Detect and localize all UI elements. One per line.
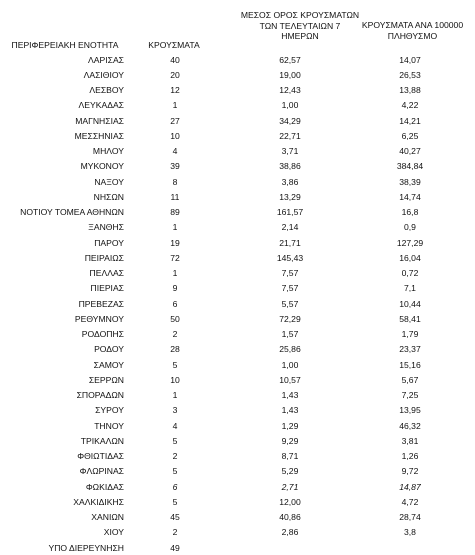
cell-cases: 1 xyxy=(172,390,178,401)
table-row xyxy=(0,281,475,296)
cell-region: ΠΕΙΡΑΙΩΣ xyxy=(84,252,124,263)
table-row xyxy=(0,342,475,357)
cell-per100k: 7,1 xyxy=(404,283,416,294)
table-row xyxy=(0,540,475,555)
cell-cases: 1 xyxy=(172,222,178,233)
cell-avg7: 8,71 xyxy=(281,451,299,462)
table-row xyxy=(0,174,475,189)
cell-cases: 19 xyxy=(170,237,180,248)
cell-avg7: 25,86 xyxy=(279,344,301,355)
cell-avg7: 40,86 xyxy=(279,512,301,523)
table-row xyxy=(0,52,475,67)
cell-avg7: 3,71 xyxy=(281,146,299,157)
cell-per100k: 14,74 xyxy=(399,191,421,202)
cell-cases: 9 xyxy=(172,283,178,294)
table-row xyxy=(0,98,475,113)
cell-per100k: 0,9 xyxy=(404,222,416,233)
cell-region: ΡΟΔΟΥ xyxy=(94,344,124,355)
cell-avg7: 7,57 xyxy=(281,283,299,294)
cell-cases: 2 xyxy=(172,451,178,462)
cell-cases: 49 xyxy=(170,542,180,553)
cell-avg7: 5,57 xyxy=(281,298,299,309)
cell-per100k: 7,25 xyxy=(401,390,419,401)
cell-per100k: 58,41 xyxy=(399,313,421,324)
cell-region: ΡΟΔΟΠΗΣ xyxy=(81,329,124,340)
cell-cases: 6 xyxy=(172,481,178,492)
cell-region: ΝΗΣΩΝ xyxy=(93,191,124,202)
cell-avg7: 9,29 xyxy=(281,435,299,446)
cell-cases: 1 xyxy=(172,100,178,111)
cell-cases: 6 xyxy=(172,298,178,309)
cell-per100k: 40,27 xyxy=(399,146,421,157)
cell-per100k: 1,79 xyxy=(401,329,419,340)
cell-cases: 12 xyxy=(170,85,180,96)
cell-per100k: 14,07 xyxy=(399,54,421,65)
column-header-avg7: ΜΕΣΟΣ ΟΡΟΣ ΚΡΟΥΣΜΑΤΩΝ ΤΩΝ ΤΕΛΕΥΤΑΙΩΝ 7 ΗΜΕΡΩΝ xyxy=(240,10,360,41)
cell-cases: 4 xyxy=(172,146,178,157)
cell-cases: 27 xyxy=(170,115,180,126)
cell-cases: 10 xyxy=(170,374,180,385)
cell-per100k: 3,8 xyxy=(404,527,416,538)
table-row xyxy=(0,159,475,174)
cell-cases: 28 xyxy=(170,344,180,355)
table-header xyxy=(0,10,475,52)
cell-avg7: 34,29 xyxy=(279,115,301,126)
table-row xyxy=(0,296,475,311)
table-row xyxy=(0,144,475,159)
cell-avg7: 1,57 xyxy=(281,329,299,340)
cell-cases: 50 xyxy=(170,313,180,324)
cell-cases: 8 xyxy=(172,176,178,187)
cell-region: ΜΥΚΟΝΟΥ xyxy=(80,161,124,172)
cell-avg7: 19,00 xyxy=(279,69,301,80)
cell-cases: 20 xyxy=(170,69,180,80)
table-row xyxy=(0,83,475,98)
cell-cases: 5 xyxy=(172,359,178,370)
cell-region: ΣΥΡΟΥ xyxy=(95,405,124,416)
cell-region: ΠΑΡΟΥ xyxy=(94,237,124,248)
table-row xyxy=(0,128,475,143)
cell-per100k: 9,72 xyxy=(401,466,419,477)
cell-region: ΦΩΚΙΔΑΣ xyxy=(85,481,124,492)
table-row xyxy=(0,388,475,403)
cell-avg7: 22,71 xyxy=(279,130,301,141)
table-row xyxy=(0,113,475,128)
cell-cases: 45 xyxy=(170,512,180,523)
table-row xyxy=(0,510,475,525)
cell-per100k: 28,74 xyxy=(399,512,421,523)
cell-cases: 40 xyxy=(170,54,180,65)
table-row xyxy=(0,311,475,326)
cell-region: ΥΠΟ ΔΙΕΡΕΥΝΗΣΗ xyxy=(48,542,124,553)
table-row xyxy=(0,525,475,540)
cell-region: ΛΕΥΚΑΔΑΣ xyxy=(78,100,124,111)
cell-region: ΜΑΓΝΗΣΙΑΣ xyxy=(75,115,124,126)
table-row xyxy=(0,464,475,479)
cell-region: ΣΠΟΡΑΔΩΝ xyxy=(76,390,124,401)
cell-avg7: 7,57 xyxy=(281,268,299,279)
cell-region: ΧΑΛΚΙΔΙΚΗΣ xyxy=(73,496,124,507)
cell-region: ΝΑΞΟΥ xyxy=(94,176,124,187)
cell-avg7: 12,00 xyxy=(279,496,301,507)
cell-per100k: 26,53 xyxy=(399,69,421,80)
cell-region: ΧΙΟΥ xyxy=(103,527,124,538)
cell-avg7: 2,71 xyxy=(281,481,299,492)
cell-cases: 39 xyxy=(170,161,180,172)
cell-region: ΠΡΕΒΕΖΑΣ xyxy=(78,298,124,309)
cell-avg7: 10,57 xyxy=(279,374,301,385)
cell-avg7: 145,43 xyxy=(276,252,304,263)
cell-region: ΣΕΡΡΩΝ xyxy=(88,374,124,385)
cell-avg7: 1,43 xyxy=(281,390,299,401)
cell-region: ΦΛΩΡΙΝΑΣ xyxy=(79,466,124,477)
column-header-region: ΠΕΡΙΦΕΡΕΙΑΚΗ ΕΝΟΤΗΤΑ xyxy=(11,40,119,50)
table-row xyxy=(0,494,475,509)
cell-avg7: 1,43 xyxy=(281,405,299,416)
cell-region: ΤΡΙΚΑΛΩΝ xyxy=(80,435,124,446)
table-row xyxy=(0,67,475,82)
cell-cases: 3 xyxy=(172,405,178,416)
table-row xyxy=(0,205,475,220)
cell-cases: 5 xyxy=(172,466,178,477)
cell-avg7: 21,71 xyxy=(279,237,301,248)
table-row xyxy=(0,220,475,235)
column-header-per100k: ΚΡΟΥΣΜΑΤΑ ΑΝΑ 100000 ΠΛΗΘΥΣΜΟ xyxy=(361,20,464,41)
table-row xyxy=(0,449,475,464)
cell-region: ΧΑΝΙΩΝ xyxy=(91,512,124,523)
cell-region: ΠΕΛΛΑΣ xyxy=(89,268,124,279)
cell-per100k: 10,44 xyxy=(399,298,421,309)
cell-cases: 1 xyxy=(172,268,178,279)
cell-cases: 89 xyxy=(170,207,180,218)
cell-avg7: 2,86 xyxy=(281,527,299,538)
cell-cases: 5 xyxy=(172,435,178,446)
table-row xyxy=(0,372,475,387)
cell-avg7: 161,57 xyxy=(276,207,304,218)
cell-region: ΝΟΤΙΟΥ ΤΟΜΕΑ ΑΘΗΝΩΝ xyxy=(20,207,124,218)
cell-per100k: 15,16 xyxy=(399,359,421,370)
table-row xyxy=(0,433,475,448)
cell-avg7: 5,29 xyxy=(281,466,299,477)
cell-region: ΛΑΡΙΣΑΣ xyxy=(88,54,124,65)
table-row xyxy=(0,250,475,265)
cell-avg7: 72,29 xyxy=(279,313,301,324)
cell-avg7: 2,14 xyxy=(281,222,299,233)
cell-per100k: 14,87 xyxy=(399,481,421,492)
cell-per100k: 16,8 xyxy=(401,207,419,218)
cell-per100k: 127,29 xyxy=(396,237,424,248)
cell-cases: 10 xyxy=(170,130,180,141)
cell-cases: 11 xyxy=(170,191,180,202)
cell-per100k: 6,25 xyxy=(401,130,419,141)
cell-region: ΡΕΘΥΜΝΟΥ xyxy=(74,313,124,324)
cell-per100k: 4,22 xyxy=(401,100,419,111)
cell-cases: 2 xyxy=(172,527,178,538)
cell-cases: 2 xyxy=(172,329,178,340)
cell-avg7: 13,29 xyxy=(279,191,301,202)
cell-region: ΠΙΕΡΙΑΣ xyxy=(90,283,124,294)
cell-region: ΞΑΝΘΗΣ xyxy=(88,222,124,233)
cell-region: ΣΑΜΟΥ xyxy=(93,359,124,370)
table-body xyxy=(0,52,475,555)
cell-per100k: 23,37 xyxy=(399,344,421,355)
cell-region: ΛΕΣΒΟΥ xyxy=(89,85,124,96)
table-row xyxy=(0,235,475,250)
cell-avg7: 3,86 xyxy=(281,176,299,187)
cell-region: ΛΑΣΙΘΙΟΥ xyxy=(83,69,124,80)
cell-per100k: 1,26 xyxy=(401,451,419,462)
cell-region: ΤΗΝΟΥ xyxy=(94,420,124,431)
cell-per100k: 3,81 xyxy=(401,435,419,446)
cell-region: ΦΘΙΩΤΙΔΑΣ xyxy=(77,451,124,462)
cell-avg7: 62,57 xyxy=(279,54,301,65)
cell-cases: 72 xyxy=(170,252,180,263)
table-row xyxy=(0,266,475,281)
cell-cases: 4 xyxy=(172,420,178,431)
cell-per100k: 14,21 xyxy=(399,115,421,126)
cell-per100k: 4,72 xyxy=(401,496,419,507)
column-header-cases: ΚΡΟΥΣΜΑΤΑ xyxy=(148,40,200,50)
cell-per100k: 13,95 xyxy=(399,405,421,416)
cell-cases: 5 xyxy=(172,496,178,507)
cell-per100k: 384,84 xyxy=(396,161,424,172)
cell-avg7: 1,00 xyxy=(281,359,299,370)
cell-avg7: 38,86 xyxy=(279,161,301,172)
cell-avg7: 1,29 xyxy=(281,420,299,431)
table-row xyxy=(0,357,475,372)
table-row xyxy=(0,418,475,433)
table-row xyxy=(0,327,475,342)
cell-per100k: 46,32 xyxy=(399,420,421,431)
cell-region: ΜΕΣΣΗΝΙΑΣ xyxy=(74,130,124,141)
cell-per100k: 16,04 xyxy=(399,252,421,263)
cell-region: ΜΗΛΟΥ xyxy=(92,146,124,157)
cell-per100k: 0,72 xyxy=(401,268,419,279)
cell-per100k: 5,67 xyxy=(401,374,419,385)
cell-per100k: 13,88 xyxy=(399,85,421,96)
table-row xyxy=(0,479,475,494)
table-row xyxy=(0,403,475,418)
cell-avg7: 12,43 xyxy=(279,85,301,96)
cell-per100k: 38,39 xyxy=(399,176,421,187)
cell-avg7: 1,00 xyxy=(281,100,299,111)
table-row xyxy=(0,189,475,204)
